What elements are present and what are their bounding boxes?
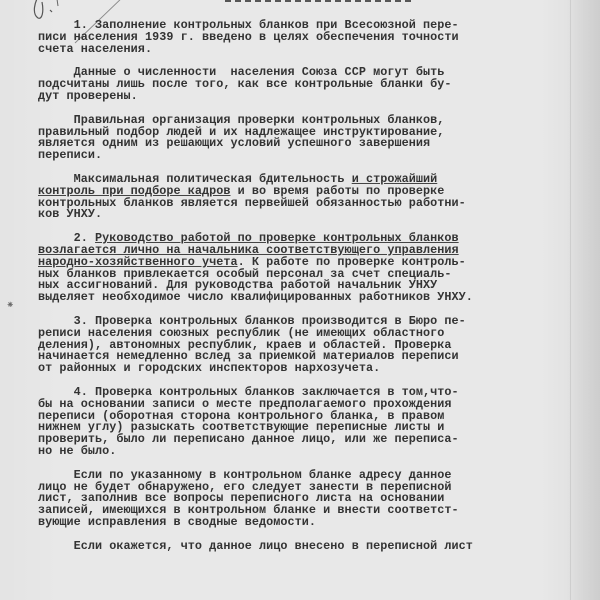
paragraph (38, 233, 558, 304)
paragraph (38, 467, 558, 529)
text-segment: ных бланков привлекается особый персонал за счет специаль- (38, 266, 452, 281)
text-line: лицо не будет обнаружено, его следует занести в переписной (38, 479, 452, 494)
paragraph (38, 313, 558, 376)
text-line: переписи. (38, 148, 103, 163)
page-shadow-edge (566, 0, 600, 600)
text-segment: выделяет необходимое число квалифицированных работников УНХУ. (38, 290, 473, 305)
text-line: является одним из решающих условий успешного завершения (38, 136, 431, 151)
text-line: деления), автономных республик, краев и областей. Проверка (38, 337, 452, 352)
underlined-text: и строжайший (351, 171, 438, 186)
text-line: нижнем углу) разыскать соответствующие переписные листы и (38, 420, 445, 435)
text-line: Правильная организация проверки контрольных бланков, (38, 112, 445, 127)
text-line: писи населения 1939 г. введено в целях обеспечения точности (38, 29, 459, 44)
paragraph (38, 384, 558, 458)
text-line (38, 209, 558, 221)
paragraph (38, 67, 558, 102)
text-line: записей, имеющихся в контрольном бланке и внести соответст- (38, 503, 459, 518)
paragraph (38, 20, 558, 55)
underlined-text: Руководство работой по проверке контрольных бланков (95, 231, 459, 246)
document-body (38, 20, 558, 564)
text-line: правильный подбор людей и их надлежащее инструктирование, (38, 124, 445, 139)
header-dashed-rule (225, 0, 411, 5)
text-line: 1. Заполнение контрольных бланков при Всесоюзной пере- (38, 18, 459, 32)
paragraph (38, 112, 558, 163)
text-segment: ных ассигнований. Для руководства работой начальник УНХУ (38, 278, 438, 293)
text-line: от районных и городских инспекторов нархозучета. (38, 361, 381, 376)
text-line: Если окажется, что данное лицо внесено в переписной лист (38, 538, 473, 553)
text-line: вующие исправления в сводные ведомости. (38, 514, 317, 529)
margin-smudge: ⁕ (6, 301, 15, 312)
text-line: проверить, было ли переписано данное лицо, или же переписа- (38, 432, 459, 447)
text-line: начинается немедленно вслед за приемкой материалов переписи (38, 349, 459, 364)
paragraph (38, 171, 558, 222)
paragraph (38, 538, 558, 553)
text-line: но не было. (38, 443, 117, 458)
underlined-text: возлагается лично на начальника соответствующего управления (38, 242, 459, 257)
text-line: лист, заполнив все вопросы переписного листа на основании (38, 491, 445, 506)
text-line: Если по указанному в контрольном бланке адресу данное (38, 467, 452, 482)
text-line: Данные о численности населения Союза ССР могут быть (38, 65, 445, 80)
text-segment: контрольных бланков является первейшей обязанностью работни- (38, 195, 466, 210)
text-segment: и во время работы по проверке (230, 183, 445, 198)
text-line: бы на основании записи о месте предполагаемого прохождения (38, 396, 452, 411)
text-line (38, 292, 558, 304)
text-line: переписи (оборотная сторона контрольного бланка, в правом (38, 408, 445, 423)
underlined-text: контроль при подборе кадров (38, 183, 231, 198)
text-segment: . К работе по проверке контроль- (237, 254, 466, 269)
text-segment: Максимальная политическая бдительность (38, 171, 352, 186)
text-line: 3. Проверка контрольных бланков производится в Бюро пе- (38, 313, 466, 328)
text-line: дут проверены. (38, 88, 138, 103)
text-line: 4. Проверка контрольных бланков заключается в том,что- (38, 384, 459, 399)
text-line: реписи населения союзных республик (не имеющих областного (38, 325, 445, 340)
text-line: подсчитаны лишь после того, как все контрольные бланки бу- (38, 77, 452, 92)
text-line: счета населения. (38, 41, 153, 56)
text-line (38, 195, 558, 210)
text-segment: 2. (38, 231, 96, 246)
underlined-text: народно-хозяйственного учета (38, 254, 238, 269)
page-fold-line (570, 0, 571, 600)
text-segment: ков УНХУ. (38, 207, 103, 222)
